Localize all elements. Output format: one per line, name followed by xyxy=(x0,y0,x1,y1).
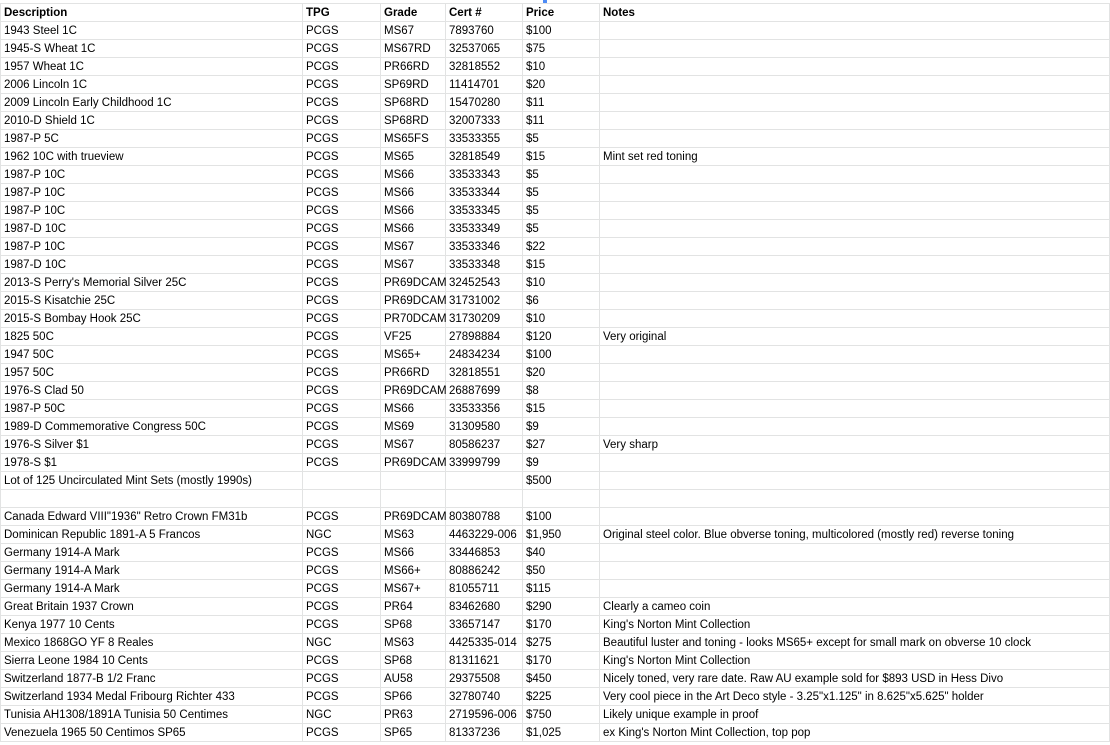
cell-cert[interactable] xyxy=(446,472,523,490)
cell-cert[interactable]: 33657147 xyxy=(446,616,523,634)
cell-description[interactable]: Germany 1914-A Mark xyxy=(1,562,303,580)
cell-price[interactable]: $11 xyxy=(523,112,600,130)
cell-grade[interactable]: MS66 xyxy=(381,202,446,220)
cell-cert[interactable]: 80886242 xyxy=(446,562,523,580)
table-row xyxy=(1,706,1110,724)
cell-tpg[interactable]: PCGS xyxy=(303,256,381,274)
cell-cert[interactable]: 33999799 xyxy=(446,454,523,472)
cell-description[interactable]: Mexico 1868GO YF 8 Reales xyxy=(1,634,303,652)
cell-price[interactable]: $9 xyxy=(523,418,600,436)
cell-price[interactable]: $10 xyxy=(523,58,600,76)
table-row xyxy=(1,652,1110,670)
cell-tpg[interactable]: PCGS xyxy=(303,400,381,418)
cell-description[interactable]: Dominican Republic 1891-A 5 Francos xyxy=(1,526,303,544)
cell-cert[interactable]: 15470280 xyxy=(446,94,523,112)
cell-tpg[interactable]: PCGS xyxy=(303,184,381,202)
cell-notes[interactable] xyxy=(600,76,1110,94)
header-notes[interactable]: Notes xyxy=(600,4,1110,22)
cell-description[interactable]: 1947 50C xyxy=(1,346,303,364)
cell-notes[interactable]: Very cool piece in the Art Deco style - 3.25"x1.125" in 8.625"x5.625" holder xyxy=(600,688,1110,706)
cell-description[interactable]: Switzerland 1877-B 1/2 Franc xyxy=(1,670,303,688)
table-row xyxy=(1,616,1110,634)
cell-cert[interactable]: 33533343 xyxy=(446,166,523,184)
cell-cert[interactable]: 81337236 xyxy=(446,724,523,742)
cell-grade[interactable]: SP69RD xyxy=(381,76,446,94)
cell-grade[interactable]: SP68RD xyxy=(381,112,446,130)
cell-description[interactable]: 1957 50C xyxy=(1,364,303,382)
cell-price[interactable]: $75 xyxy=(523,40,600,58)
cell-grade[interactable]: MS67+ xyxy=(381,580,446,598)
header-tpg[interactable]: TPG xyxy=(303,4,381,22)
cell-notes[interactable] xyxy=(600,292,1110,310)
cell-price[interactable]: $5 xyxy=(523,220,600,238)
cell-notes[interactable] xyxy=(600,130,1110,148)
cell-notes[interactable] xyxy=(600,274,1110,292)
cell-cert[interactable]: 4463229-006 xyxy=(446,526,523,544)
cell-tpg[interactable]: PCGS xyxy=(303,508,381,526)
cell-notes[interactable]: Likely unique example in proof xyxy=(600,706,1110,724)
cell-cert[interactable]: 80586237 xyxy=(446,436,523,454)
table-row xyxy=(1,238,1110,256)
cell-description[interactable]: Switzerland 1934 Medal Fribourg Richter 433 xyxy=(1,688,303,706)
cell-description[interactable]: 1989-D Commemorative Congress 50C xyxy=(1,418,303,436)
cell-description[interactable]: Canada Edward VIII"1936" Retro Crown FM31b xyxy=(1,508,303,526)
table-row xyxy=(1,202,1110,220)
cell-price[interactable]: $275 xyxy=(523,634,600,652)
cell-description[interactable] xyxy=(1,490,303,508)
table-row xyxy=(1,472,1110,490)
cell-description[interactable]: 1987-P 50C xyxy=(1,400,303,418)
cell-tpg[interactable]: PCGS xyxy=(303,670,381,688)
table-row xyxy=(1,382,1110,400)
cell-price[interactable]: $1,950 xyxy=(523,526,600,544)
cell-price[interactable]: $100 xyxy=(523,22,600,40)
cell-description[interactable]: Lot of 125 Uncirculated Mint Sets (mostly 1990s) xyxy=(1,472,303,490)
cell-notes[interactable] xyxy=(600,184,1110,202)
cell-tpg[interactable]: PCGS xyxy=(303,148,381,166)
table-row xyxy=(1,544,1110,562)
cell-grade[interactable]: MS65 xyxy=(381,148,446,166)
cell-cert[interactable]: 32007333 xyxy=(446,112,523,130)
cell-description[interactable]: 1976-S Silver $1 xyxy=(1,436,303,454)
table-row xyxy=(1,436,1110,454)
cell-price[interactable] xyxy=(523,490,600,508)
cell-description[interactable]: Germany 1914-A Mark xyxy=(1,580,303,598)
table-row xyxy=(1,40,1110,58)
cell-description[interactable]: 2006 Lincoln 1C xyxy=(1,76,303,94)
cell-notes[interactable]: ex King's Norton Mint Collection, top pop xyxy=(600,724,1110,742)
table-row xyxy=(1,148,1110,166)
cell-grade[interactable]: PR66RD xyxy=(381,364,446,382)
cell-tpg[interactable]: PCGS xyxy=(303,724,381,742)
cell-grade[interactable]: MS66 xyxy=(381,220,446,238)
cell-description[interactable]: 2013-S Perry's Memorial Silver 25C xyxy=(1,274,303,292)
cell-price[interactable]: $50 xyxy=(523,562,600,580)
cell-price[interactable]: $40 xyxy=(523,544,600,562)
header-description[interactable]: Description xyxy=(1,4,303,22)
cell-price[interactable]: $8 xyxy=(523,382,600,400)
cell-cert[interactable]: 31731002 xyxy=(446,292,523,310)
cell-price[interactable]: $15 xyxy=(523,256,600,274)
cell-notes[interactable] xyxy=(600,382,1110,400)
cell-tpg[interactable]: PCGS xyxy=(303,292,381,310)
cell-tpg[interactable]: PCGS xyxy=(303,436,381,454)
cell-notes[interactable] xyxy=(600,310,1110,328)
cell-cert[interactable]: 27898884 xyxy=(446,328,523,346)
cell-grade[interactable]: MS63 xyxy=(381,526,446,544)
cell-description[interactable]: 1976-S Clad 50 xyxy=(1,382,303,400)
cell-cert[interactable]: 32818549 xyxy=(446,148,523,166)
cell-description[interactable]: 1943 Steel 1C xyxy=(1,22,303,40)
cell-grade[interactable]: MS66 xyxy=(381,400,446,418)
cell-price[interactable]: $10 xyxy=(523,310,600,328)
cell-price[interactable]: $5 xyxy=(523,166,600,184)
cell-grade[interactable]: MS67 xyxy=(381,436,446,454)
cell-notes[interactable] xyxy=(600,220,1110,238)
cell-grade[interactable] xyxy=(381,472,446,490)
table-row xyxy=(1,76,1110,94)
cell-cert[interactable]: 7893760 xyxy=(446,22,523,40)
cell-grade[interactable]: PR64 xyxy=(381,598,446,616)
cell-tpg[interactable]: PCGS xyxy=(303,274,381,292)
cell-tpg[interactable]: PCGS xyxy=(303,112,381,130)
cell-cert[interactable]: 81311621 xyxy=(446,652,523,670)
cell-grade[interactable] xyxy=(381,490,446,508)
cell-tpg[interactable]: PCGS xyxy=(303,562,381,580)
cell-tpg[interactable]: PCGS xyxy=(303,454,381,472)
cell-cert[interactable]: 32818552 xyxy=(446,58,523,76)
cell-notes[interactable] xyxy=(600,112,1110,130)
cell-grade[interactable]: MS67RD xyxy=(381,40,446,58)
cell-price[interactable]: $5 xyxy=(523,202,600,220)
cell-description[interactable]: 1962 10C with trueview xyxy=(1,148,303,166)
header-cert[interactable]: Cert # xyxy=(446,4,523,22)
cell-description[interactable]: Venezuela 1965 50 Centimos SP65 xyxy=(1,724,303,742)
table-row xyxy=(1,490,1110,508)
table-row xyxy=(1,346,1110,364)
cell-cert[interactable]: 33446853 xyxy=(446,544,523,562)
table-row xyxy=(1,58,1110,76)
cell-description[interactable]: 1987-P 10C xyxy=(1,184,303,202)
table-row xyxy=(1,22,1110,40)
cell-notes[interactable] xyxy=(600,364,1110,382)
cell-cert[interactable]: 32537065 xyxy=(446,40,523,58)
cell-notes[interactable] xyxy=(600,40,1110,58)
cell-grade[interactable]: VF25 xyxy=(381,328,446,346)
table-row xyxy=(1,580,1110,598)
cell-grade[interactable]: MS65+ xyxy=(381,346,446,364)
cell-tpg[interactable]: PCGS xyxy=(303,598,381,616)
cell-grade[interactable]: SP68 xyxy=(381,652,446,670)
table-row xyxy=(1,94,1110,112)
cell-description[interactable]: 1987-D 10C xyxy=(1,256,303,274)
cell-cert[interactable]: 33533348 xyxy=(446,256,523,274)
cell-grade[interactable]: MS67 xyxy=(381,238,446,256)
table-row xyxy=(1,508,1110,526)
cell-notes[interactable] xyxy=(600,346,1110,364)
cell-description[interactable]: 1987-P 10C xyxy=(1,166,303,184)
cell-tpg[interactable]: PCGS xyxy=(303,166,381,184)
cell-grade[interactable]: PR63 xyxy=(381,706,446,724)
cell-description[interactable]: Germany 1914-A Mark xyxy=(1,544,303,562)
cell-tpg[interactable]: PCGS xyxy=(303,688,381,706)
table-row xyxy=(1,292,1110,310)
cell-notes[interactable]: Clearly a cameo coin xyxy=(600,598,1110,616)
cell-notes[interactable]: King's Norton Mint Collection xyxy=(600,616,1110,634)
cell-notes[interactable] xyxy=(600,454,1110,472)
table-row xyxy=(1,274,1110,292)
cell-grade[interactable]: SP66 xyxy=(381,688,446,706)
table-row xyxy=(1,598,1110,616)
cell-notes[interactable]: Original steel color. Blue obverse toning, multicolored (mostly red) reverse toning xyxy=(600,526,1110,544)
table-row xyxy=(1,310,1110,328)
table-row xyxy=(1,634,1110,652)
cell-tpg[interactable]: NGC xyxy=(303,526,381,544)
cell-cert[interactable]: 80380788 xyxy=(446,508,523,526)
cell-grade[interactable]: MS66 xyxy=(381,184,446,202)
cell-tpg[interactable]: PCGS xyxy=(303,76,381,94)
cell-tpg[interactable]: PCGS xyxy=(303,364,381,382)
table-row xyxy=(1,220,1110,238)
table-row xyxy=(1,562,1110,580)
cell-description[interactable]: 1987-P 5C xyxy=(1,130,303,148)
cell-price[interactable]: $500 xyxy=(523,472,600,490)
cell-price[interactable]: $10 xyxy=(523,274,600,292)
cell-description[interactable]: 1945-S Wheat 1C xyxy=(1,40,303,58)
cell-grade[interactable]: MS65FS xyxy=(381,130,446,148)
cell-price[interactable]: $290 xyxy=(523,598,600,616)
cell-notes[interactable]: Beautiful luster and toning - looks MS65+ except for small mark on obverse 10 clock xyxy=(600,634,1110,652)
cell-description[interactable]: 1957 Wheat 1C xyxy=(1,58,303,76)
header-grade[interactable]: Grade xyxy=(381,4,446,22)
table-row xyxy=(1,526,1110,544)
cell-tpg[interactable] xyxy=(303,472,381,490)
cell-price[interactable]: $9 xyxy=(523,454,600,472)
cell-cert[interactable]: 24834234 xyxy=(446,346,523,364)
cell-cert[interactable]: 33533345 xyxy=(446,202,523,220)
cell-grade[interactable]: SP68RD xyxy=(381,94,446,112)
cell-cert[interactable]: 32452543 xyxy=(446,274,523,292)
cell-price[interactable]: $15 xyxy=(523,400,600,418)
cell-tpg[interactable]: PCGS xyxy=(303,310,381,328)
cell-description[interactable]: 2009 Lincoln Early Childhood 1C xyxy=(1,94,303,112)
cell-notes[interactable] xyxy=(600,166,1110,184)
cell-notes[interactable] xyxy=(600,544,1110,562)
cell-notes[interactable] xyxy=(600,508,1110,526)
cell-price[interactable]: $15 xyxy=(523,148,600,166)
cell-tpg[interactable]: PCGS xyxy=(303,238,381,256)
cell-cert[interactable]: 33533346 xyxy=(446,238,523,256)
cell-price[interactable]: $1,025 xyxy=(523,724,600,742)
table-row xyxy=(1,418,1110,436)
cell-grade[interactable]: PR69DCAM xyxy=(381,382,446,400)
cell-description[interactable]: 1987-D 10C xyxy=(1,220,303,238)
cell-cert[interactable]: 31730209 xyxy=(446,310,523,328)
cell-tpg[interactable]: PCGS xyxy=(303,328,381,346)
cell-notes[interactable] xyxy=(600,238,1110,256)
cell-tpg[interactable]: PCGS xyxy=(303,346,381,364)
cell-description[interactable]: 2010-D Shield 1C xyxy=(1,112,303,130)
table-row xyxy=(1,184,1110,202)
cell-grade[interactable]: PR66RD xyxy=(381,58,446,76)
cell-tpg[interactable]: PCGS xyxy=(303,652,381,670)
cell-description[interactable]: 1987-P 10C xyxy=(1,238,303,256)
cell-cert[interactable]: 32818551 xyxy=(446,364,523,382)
cell-grade[interactable]: MS63 xyxy=(381,634,446,652)
cell-notes[interactable] xyxy=(600,94,1110,112)
cell-cert[interactable]: 33533355 xyxy=(446,130,523,148)
cell-tpg[interactable]: PCGS xyxy=(303,94,381,112)
cell-cert[interactable]: 83462680 xyxy=(446,598,523,616)
table-row xyxy=(1,454,1110,472)
header-row xyxy=(1,4,1110,22)
cell-description[interactable]: Sierra Leone 1984 10 Cents xyxy=(1,652,303,670)
cell-grade[interactable]: MS66 xyxy=(381,544,446,562)
cell-notes[interactable] xyxy=(600,580,1110,598)
cell-notes[interactable] xyxy=(600,562,1110,580)
cell-price[interactable]: $170 xyxy=(523,652,600,670)
cell-price[interactable]: $27 xyxy=(523,436,600,454)
cell-price[interactable]: $5 xyxy=(523,130,600,148)
cell-description[interactable]: Great Britain 1937 Crown xyxy=(1,598,303,616)
cell-cert[interactable]: 32780740 xyxy=(446,688,523,706)
cell-grade[interactable]: MS67 xyxy=(381,256,446,274)
cell-grade[interactable]: PR69DCAM xyxy=(381,508,446,526)
table-row xyxy=(1,724,1110,742)
cell-cert[interactable]: 33533344 xyxy=(446,184,523,202)
cell-tpg[interactable] xyxy=(303,490,381,508)
cell-price[interactable]: $20 xyxy=(523,76,600,94)
cell-notes[interactable] xyxy=(600,418,1110,436)
cell-tpg[interactable]: PCGS xyxy=(303,544,381,562)
cell-tpg[interactable]: PCGS xyxy=(303,58,381,76)
cell-notes[interactable]: Nicely toned, very rare date. Raw AU example sold for $893 USD in Hess Divo xyxy=(600,670,1110,688)
spreadsheet-grid xyxy=(0,3,1110,742)
cell-grade[interactable]: SP68 xyxy=(381,616,446,634)
cell-cert[interactable]: 33533349 xyxy=(446,220,523,238)
cell-notes[interactable]: Very original xyxy=(600,328,1110,346)
cell-notes[interactable]: King's Norton Mint Collection xyxy=(600,652,1110,670)
cell-cert[interactable]: 11414701 xyxy=(446,76,523,94)
cell-description[interactable]: Tunisia AH1308/1891A Tunisia 50 Centimes xyxy=(1,706,303,724)
table-row xyxy=(1,688,1110,706)
cell-description[interactable]: 2015-S Bombay Hook 25C xyxy=(1,310,303,328)
table-row xyxy=(1,112,1110,130)
cell-price[interactable]: $11 xyxy=(523,94,600,112)
table-row xyxy=(1,256,1110,274)
cell-grade[interactable]: PR69DCAM xyxy=(381,454,446,472)
cell-cert[interactable]: 33533356 xyxy=(446,400,523,418)
cell-notes[interactable] xyxy=(600,490,1110,508)
cell-description[interactable]: 1978-S $1 xyxy=(1,454,303,472)
cell-price[interactable]: $750 xyxy=(523,706,600,724)
cell-notes[interactable] xyxy=(600,22,1110,40)
cell-cert[interactable]: 4425335-014 xyxy=(446,634,523,652)
cell-notes[interactable] xyxy=(600,58,1110,76)
cell-tpg[interactable]: PCGS xyxy=(303,418,381,436)
cell-grade[interactable]: PR69DCAM xyxy=(381,274,446,292)
cell-grade[interactable]: PR69DCAM xyxy=(381,292,446,310)
cell-grade[interactable]: PR70DCAM xyxy=(381,310,446,328)
cell-price[interactable]: $115 xyxy=(523,580,600,598)
table-row xyxy=(1,670,1110,688)
cell-price[interactable]: $450 xyxy=(523,670,600,688)
cell-notes[interactable] xyxy=(600,202,1110,220)
cell-tpg[interactable]: PCGS xyxy=(303,220,381,238)
cell-price[interactable]: $100 xyxy=(523,346,600,364)
cell-description[interactable]: 1825 50C xyxy=(1,328,303,346)
cell-notes[interactable] xyxy=(600,400,1110,418)
cell-cert[interactable]: 31309580 xyxy=(446,418,523,436)
cell-notes[interactable]: Very sharp xyxy=(600,436,1110,454)
table-row xyxy=(1,166,1110,184)
cell-description[interactable]: 2015-S Kisatchie 25C xyxy=(1,292,303,310)
cell-tpg[interactable]: PCGS xyxy=(303,40,381,58)
cell-tpg[interactable]: PCGS xyxy=(303,580,381,598)
cell-tpg[interactable]: PCGS xyxy=(303,616,381,634)
table-row xyxy=(1,364,1110,382)
cell-price[interactable]: $225 xyxy=(523,688,600,706)
cell-grade[interactable]: SP65 xyxy=(381,724,446,742)
cell-price[interactable]: $22 xyxy=(523,238,600,256)
table-row xyxy=(1,328,1110,346)
table-row xyxy=(1,400,1110,418)
cell-description[interactable]: Kenya 1977 10 Cents xyxy=(1,616,303,634)
cell-tpg[interactable]: PCGS xyxy=(303,382,381,400)
cell-grade[interactable]: MS67 xyxy=(381,22,446,40)
cell-description[interactable]: 1987-P 10C xyxy=(1,202,303,220)
cell-grade[interactable]: MS69 xyxy=(381,418,446,436)
cell-cert[interactable]: 2719596-006 xyxy=(446,706,523,724)
cell-cert[interactable]: 81055711 xyxy=(446,580,523,598)
cell-tpg[interactable]: NGC xyxy=(303,706,381,724)
cell-grade[interactable]: AU58 xyxy=(381,670,446,688)
cell-cert[interactable]: 29375508 xyxy=(446,670,523,688)
cell-tpg[interactable]: NGC xyxy=(303,634,381,652)
cell-price[interactable]: $120 xyxy=(523,328,600,346)
table-row xyxy=(1,130,1110,148)
cell-notes[interactable]: Mint set red toning xyxy=(600,148,1110,166)
cell-grade[interactable]: MS66+ xyxy=(381,562,446,580)
cell-price[interactable]: $170 xyxy=(523,616,600,634)
cell-cert[interactable]: 26887699 xyxy=(446,382,523,400)
cell-tpg[interactable]: PCGS xyxy=(303,130,381,148)
cell-price[interactable]: $100 xyxy=(523,508,600,526)
cell-price[interactable]: $20 xyxy=(523,364,600,382)
cell-price[interactable]: $6 xyxy=(523,292,600,310)
cell-notes[interactable] xyxy=(600,472,1110,490)
cell-grade[interactable]: MS66 xyxy=(381,166,446,184)
cell-tpg[interactable]: PCGS xyxy=(303,22,381,40)
cell-notes[interactable] xyxy=(600,256,1110,274)
header-price[interactable]: Price xyxy=(523,4,600,22)
cell-price[interactable]: $5 xyxy=(523,184,600,202)
cell-tpg[interactable]: PCGS xyxy=(303,202,381,220)
cell-cert[interactable] xyxy=(446,490,523,508)
